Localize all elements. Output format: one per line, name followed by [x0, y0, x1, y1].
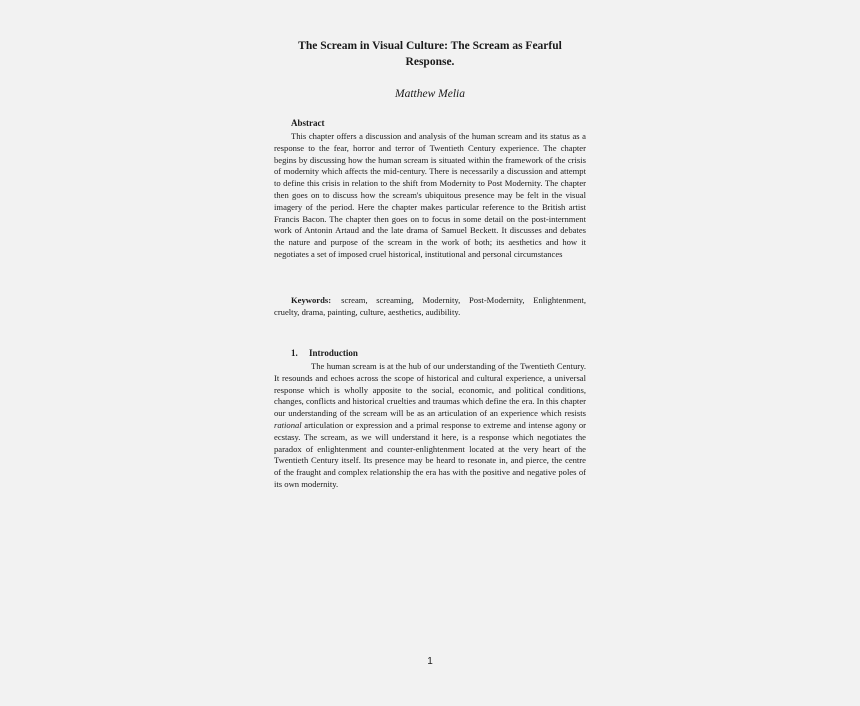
keywords-list: scream, screaming, Modernity, Post-Modernity, Enlightenment, cruelty, drama, painting, culture, aesthetics, audibility. [274, 295, 586, 317]
intro-text-part2: articulation or expression and a primal response to extreme and intense agony or ecstasy. The scream, as we will understand it here, is a response which negotiates the paradox of enlightenment and counter-enlightenment located at the very heart of the Twentieth Century itself. Its presence may be heard to resonate in, and pierce, the centre of the fraught and complex relationship the era has with the positive and negative poles of its own modernity. [274, 419, 586, 489]
section-number: 1. [291, 348, 298, 358]
document-title: The Scream in Visual Culture: The Scream as Fearful Response. [298, 40, 562, 68]
keywords-paragraph [274, 295, 586, 319]
abstract-paragraph: This chapter offers a discussion and analysis of the human scream and its status as a response to the fear, horror and terror of Twentieth Century experience. The chapter begins by discussing how the human scream is situated within the framework of the crisis of modernity which affects the mid-century. There is necessarily a discussion and attempt to define this crisis in relation to the shift from Modernity to Post Modernity. The chapter then goes on to discuss how the scream's ubiquitous presence may be felt in the visual imagery of the period. Here the chapter makes particular reference to the British artist Francis Bacon. The chapter then goes on to focus in some detail on the post-internment work of Antonin Artaud and the late drama of Samuel Beckett. It discusses and debates the nature and purpose of the scream in the work of both; its aesthetics and how it negotiates a set of imposed cruel historical, institutional and personal circumstances [274, 131, 586, 259]
intro-text-part1: The human scream is at the hub of our understanding of the Twentieth Century. It resounds and echoes across the scope of historical and cultural experience, a universal response which is wholly apposite to the social, economic, and political conditions, changes, conflicts and historical cruelties and traumas which define the era. In this chapter our understanding of the scream will be as an articulation of an experience which resists [274, 361, 586, 419]
author-name: Matthew Melia [395, 88, 465, 100]
page-number: 1 [427, 656, 433, 667]
section-title: Introduction [309, 348, 358, 358]
keywords-label: Keywords: [291, 295, 332, 305]
introduction-paragraph [274, 361, 586, 491]
abstract-heading: Abstract [291, 118, 325, 128]
section-heading [291, 348, 358, 359]
intro-text-italic: rational [274, 419, 302, 430]
